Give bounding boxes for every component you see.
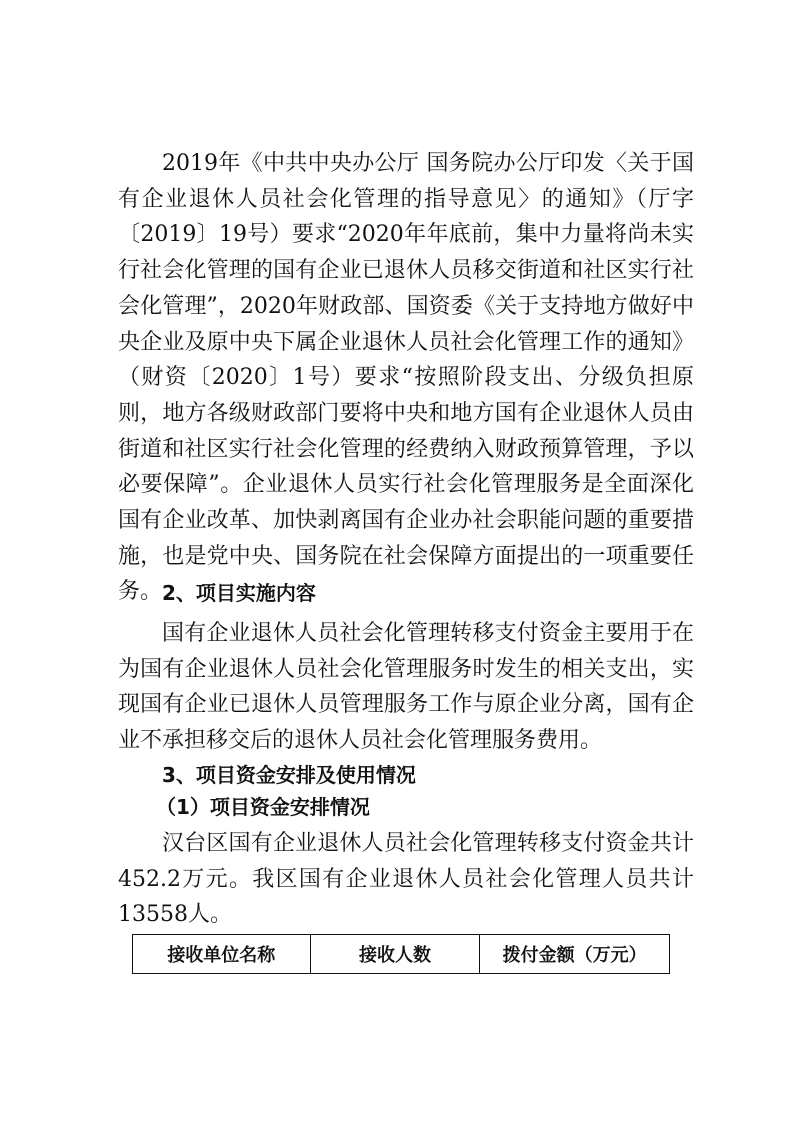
paragraph-content: 国有企业退休人员社会化管理转移支付资金主要用于在为国有企业退休人员社会化管理服务时发生的相关支出，实现国有企业已退休人员管理服务工作与原企业分离，国有企业不承担移交后的退休人员社会化管理服务费用。 — [118, 621, 694, 754]
paragraph-funding: 汉台区国有企业退休人员社会化管理转移支付资金共计452.2万元。我区国有企业退休人员社会化管理人员共计13558人。 — [118, 831, 694, 928]
allocation-table — [132, 934, 670, 974]
column-header-headcount: 接收人数 — [310, 935, 480, 974]
heading-section-3: 3、项目资金安排及使用情况 — [162, 763, 416, 787]
column-header-unit-name: 接收单位名称 — [133, 935, 311, 974]
table-header-row — [133, 935, 670, 974]
paragraph-background: 2019年《中共中央办公厅 国务院办公厅印发〈关于国有企业退休人员社会化管理的指导意见〉的通知》（厅字〔2019〕19号）要求“2020年年底前，集中力量将尚未实行社会化管理的国有企业已退休人员移交街道和社区实行社会化管理”，2020年财政部、国资委《关于支持地方做好中央企业及原中央下属企业退休人员社会化管理工作的通知》（财资〔2020〕1号）要求“按照阶段支出、分级负担原则，地方各级财政部门要将中央和地方国有企业退休人员由街道和社区实行社会化管理的经费纳入财政预算管理，予以必要保障”。企业退休人员实行社会化管理服务是全面深化国有企业改革、加快剥离国有企业办社会职能问题的重要措施，也是党中央、国务院在社会保障方面提出的一项重要任务。 — [118, 151, 694, 605]
heading-section-3-1: （1）项目资金安排情况 — [156, 795, 370, 819]
heading-section-2: 2、项目实施内容 — [162, 581, 316, 605]
column-header-amount: 拨付金额（万元） — [480, 935, 670, 974]
